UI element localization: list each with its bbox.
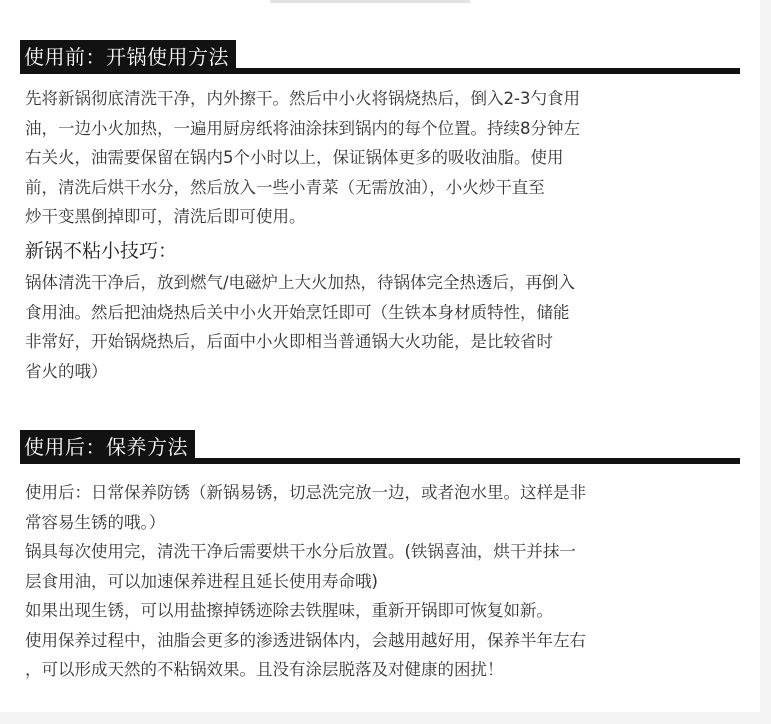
section-header-after-use bbox=[20, 430, 740, 464]
tips-text bbox=[25, 268, 750, 386]
text-line: 非常好，开始锅烧热后，后面中小火即相当普通锅大火功能，是比较省时 bbox=[25, 332, 553, 351]
text-line: 先将新锅彻底清洗干净，内外擦干。然后中小火将锅烧热后，倒入2-3勺食用 bbox=[25, 89, 580, 108]
section-header-before-use bbox=[20, 40, 740, 74]
after-use-text bbox=[25, 478, 750, 685]
text-line: 层食用油，可以加速保养进程且延长使用寿命哦) bbox=[25, 571, 378, 591]
tips-heading: 新锅不粘小技巧： bbox=[25, 240, 178, 262]
section-title-before-use: 使用前：开锅使用方法 bbox=[20, 40, 236, 74]
section-title-after-use: 使用后：保养方法 bbox=[20, 430, 195, 464]
before-use-text bbox=[25, 84, 750, 232]
text-line: 前，清洗后烘干水分，然后放入一些小青菜（无需放油），小火炒干直至 bbox=[25, 177, 545, 197]
text-line: 使用后：日常保养防锈（新锅易锈，切忌洗完放一边，或者泡水里。这样是非 bbox=[25, 483, 586, 502]
text-line: 锅具每次使用完，清洗干净后需要烘干水分后放置。(铁锅喜油，烘干并抹一 bbox=[25, 542, 576, 561]
text-line: 使用保养过程中，油脂会更多的渗透进锅体内，会越用越好用，保养半年左右 bbox=[25, 630, 586, 650]
text-line: 锅体清洗干净后，放到燃气/电磁炉上大火加热，待锅体完全热透后，再倒入 bbox=[25, 273, 576, 292]
text-line: 省火的哦） bbox=[25, 361, 108, 381]
text-line: 炒干变黑倒掉即可，清洗后即可使用。 bbox=[25, 207, 306, 226]
text-line: 右关火，油需要保留在锅内5个小时以上，保证锅体更多的吸收油脂。使用 bbox=[25, 148, 564, 167]
text-line: 油，一边小火加热，一遍用厨房纸将油涂抹到锅内的每个位置。持续8分钟左 bbox=[25, 118, 580, 138]
text-line: 食用油。然后把油烧热后关中小火开始烹饪即可（生铁本身材质特性，储能 bbox=[25, 302, 570, 322]
text-line: ，可以形成天然的不粘锅效果。且没有涂层脱落及对健康的困扰！ bbox=[25, 660, 504, 679]
top-divider bbox=[270, 0, 470, 3]
text-line: 常容易生锈的哦。） bbox=[25, 512, 166, 532]
text-line: 如果出现生锈，可以用盐擦掉锈迹除去铁腥味，重新开锅即可恢复如新。 bbox=[25, 601, 553, 620]
